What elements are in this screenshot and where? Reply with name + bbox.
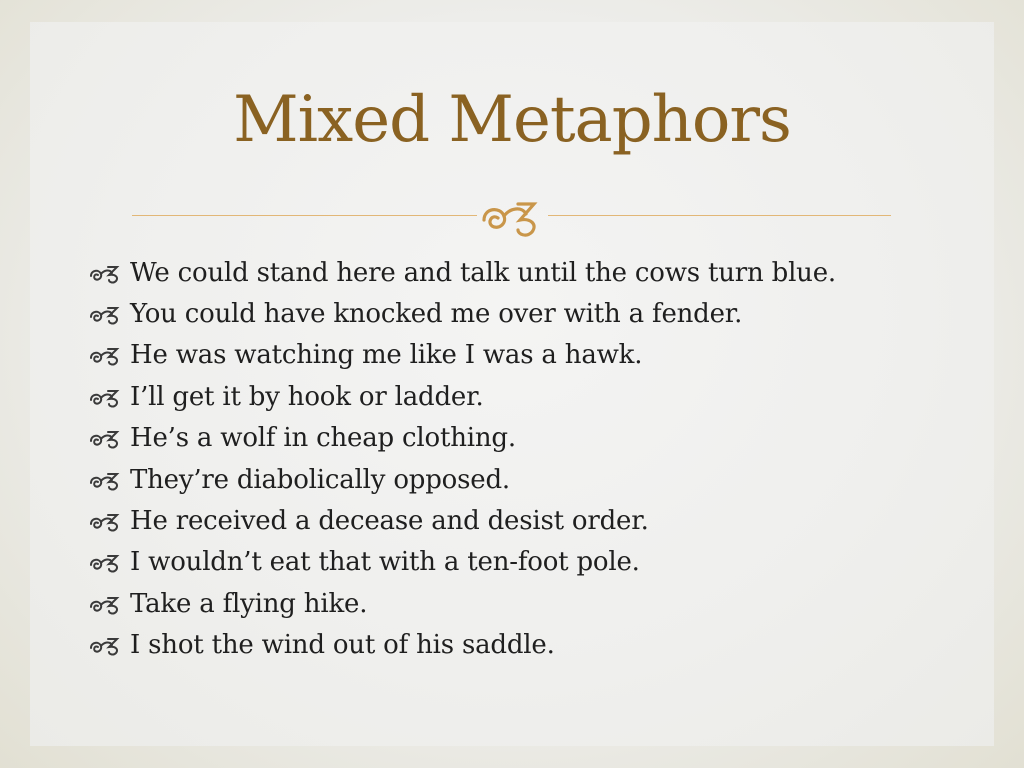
title-divider-left-line — [132, 215, 477, 216]
bullet-item — [88, 293, 836, 334]
bullet-item — [88, 335, 836, 376]
bullet-item — [88, 583, 836, 624]
bullet-text: You could have knocked me over with a fender. — [130, 299, 743, 330]
fleuron-bullet-icon — [88, 343, 124, 367]
fleuron-bullet-icon — [88, 550, 124, 574]
title-divider-right-line — [548, 215, 891, 216]
bullet-item — [88, 542, 836, 583]
fleuron-bullet-icon — [88, 633, 124, 657]
fleuron-bullet-icon — [88, 302, 124, 326]
bullet-text: He received a decease and desist order. — [130, 506, 649, 537]
bullet-item — [88, 376, 836, 417]
bullet-text: He was watching me like I was a hawk. — [130, 340, 643, 371]
bullet-list — [88, 252, 836, 666]
bullet-item — [88, 500, 836, 541]
bullet-text: We could stand here and talk until the cows turn blue. — [130, 257, 836, 288]
bullet-item — [88, 459, 836, 500]
slide-title: Mixed Metaphors — [233, 83, 791, 157]
bullet-item — [88, 418, 836, 459]
bullet-item — [88, 625, 836, 666]
fleuron-bullet-icon — [88, 385, 124, 409]
fleuron-bullet-icon — [88, 261, 124, 285]
fleuron-bullet-icon — [88, 426, 124, 450]
fleuron-ornament-icon — [478, 194, 548, 238]
bullet-text: They’re diabolically opposed. — [130, 464, 510, 495]
bullet-text: I’ll get it by hook or ladder. — [130, 381, 484, 412]
fleuron-bullet-icon — [88, 509, 124, 533]
bullet-item — [88, 252, 836, 293]
bullet-text: He’s a wolf in cheap clothing. — [130, 423, 516, 454]
fleuron-bullet-icon — [88, 468, 124, 492]
bullet-text: I wouldn’t eat that with a ten-foot pole. — [130, 547, 640, 578]
fleuron-bullet-icon — [88, 592, 124, 616]
bullet-text: I shot the wind out of his saddle. — [130, 630, 555, 661]
bullet-text: Take a flying hike. — [130, 588, 368, 619]
